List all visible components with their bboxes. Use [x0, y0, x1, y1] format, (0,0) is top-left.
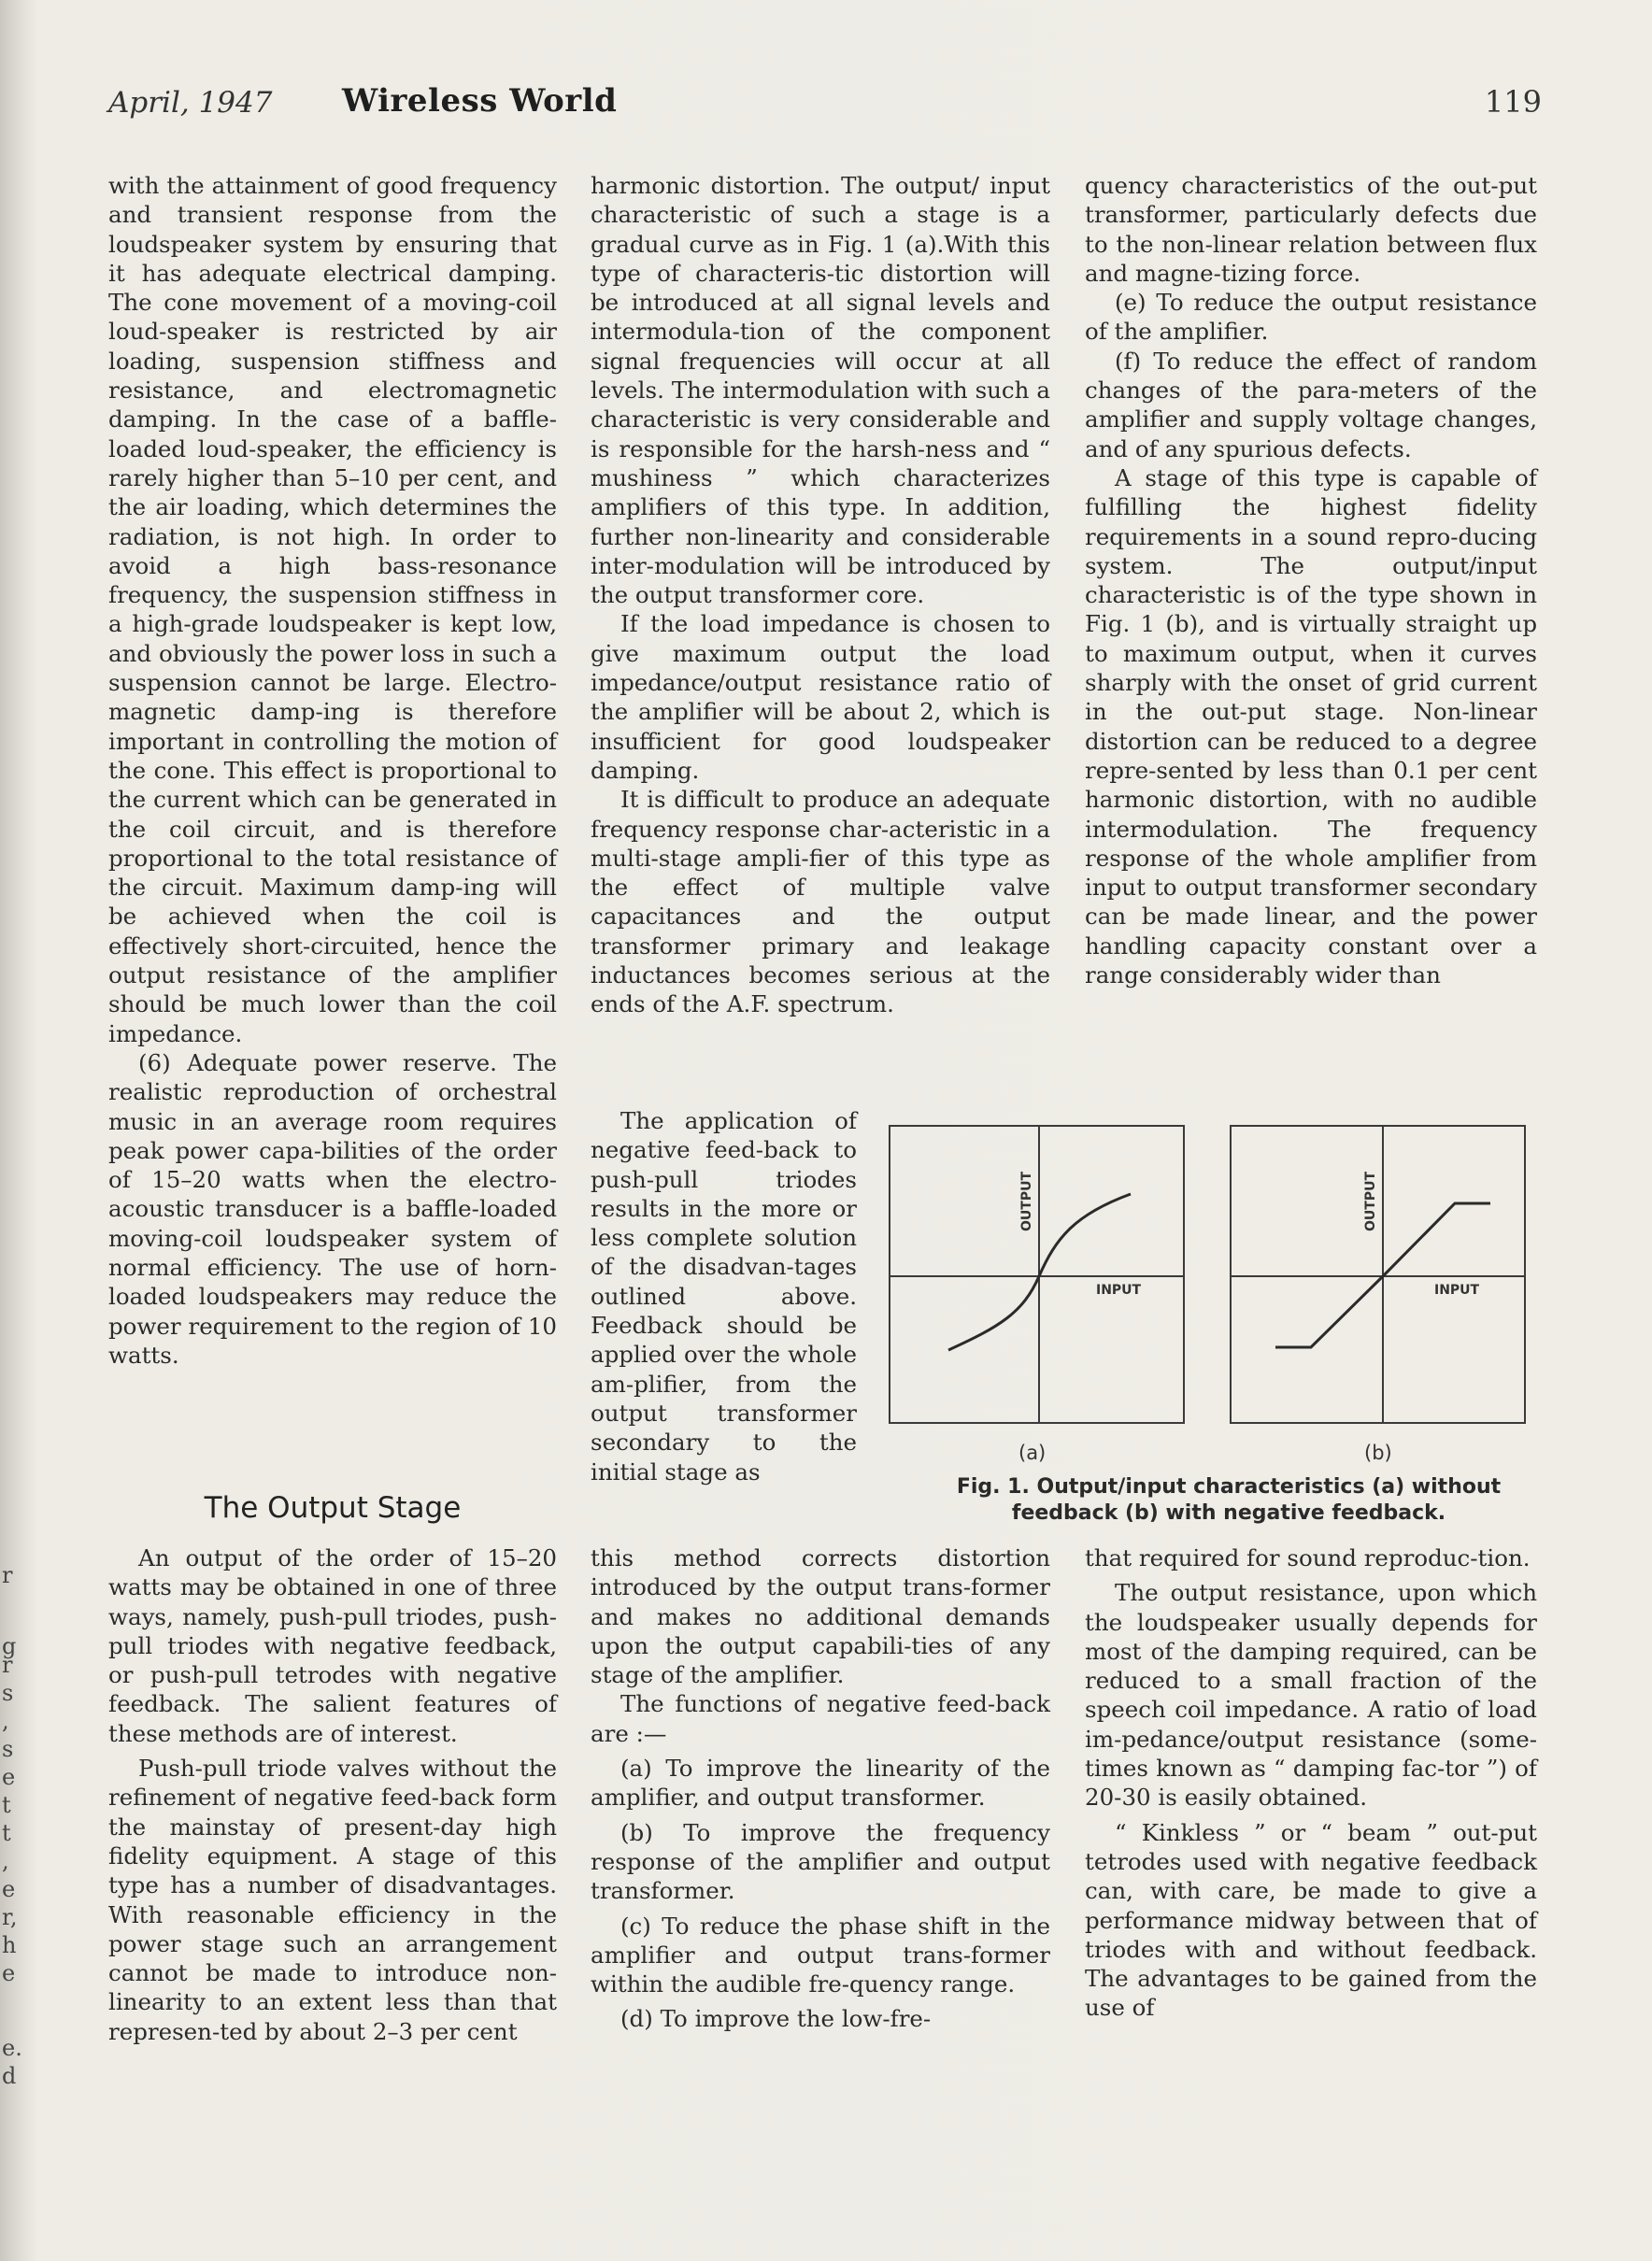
paragraph: harmonic distortion. The output/ input characteristic of such a stage is a gradual curve as in Fig. 1 (a).With this type of characteris-tic distortion will be introduced at all signal levels and intermodula-tion of the component signal frequencies will occur at all levels. The intermodulation with such a characteristic is very considerable and is responsible for the harsh-ness and “ mushiness ” which characterizes amplifiers of this type. In addition, further non-linearity and considerable inter-modulation will be introduced by the output transformer core. [591, 172, 1050, 609]
column-2-wrap [591, 1106, 857, 1486]
panel-b-output-label: OUTPUT [1363, 1172, 1378, 1231]
margin-fragment: t [2, 1792, 11, 1818]
panel-b-frame [1231, 1126, 1525, 1423]
figure-caption-line-2: feedback (b) with negative feedback. [1011, 1501, 1446, 1525]
column-3-top [1085, 171, 1537, 989]
paragraph: If the load impedance is chosen to give maximum output the load impedance/output resistance ratio of the amplifier will be about 2, which is insufficient for good loudspeaker damping. [591, 610, 1050, 784]
paragraph: The functions of negative feed-back are :— [591, 1690, 1050, 1747]
figure-caption [916, 1474, 1542, 1527]
column-2-top [591, 171, 1050, 1019]
magazine-title: Wireless World [342, 82, 618, 120]
page-header [108, 82, 1542, 129]
margin-fragment: s [2, 1736, 14, 1762]
paragraph: It is difficult to produce an adequate frequency response char-acteristic in a multi-stage ampli-fier of this type as the effect of multiple valve capacitances and the output transformer primary and leakage inductances becomes serious at the ends of the A.F. spectrum. [591, 786, 1050, 1018]
margin-fragment: e [2, 1876, 16, 1902]
page-number: 119 [1484, 84, 1542, 120]
paragraph: The application of negative feed-back to push-pull triodes results in the more or less complete solution of the disadvan-tages outlined above. Feedback should be applied over the whole am-plifier, from the output transformer secondary to the initial stage as [591, 1107, 857, 1486]
section-heading: The Output Stage [204, 1491, 462, 1525]
margin-fragment: e [2, 1764, 16, 1790]
margin-fragment: d [2, 2063, 17, 2089]
paragraph: “ Kinkless ” or “ beam ” out-put tetrodes used with negative feedback can, with care, be made to give a performance midway between that of triodes with and without feedback. The advantages to be gained from the use of [1085, 1818, 1537, 2022]
paragraph: (f) To reduce the effect of random changes of the para-meters of the amplifier and supply voltage changes, and of any spurious defects. [1085, 347, 1537, 462]
margin-fragment: r, [2, 1904, 18, 1930]
paragraph: The output resistance, upon which the loudspeaker usually depends for most of the damping required, can be reduced to a small fraction of the speech coil impedance. A ratio of load im-pedance/output resistance (some-times known as “ damping fac-tor ”) of 20-30 is easily obtained. [1085, 1579, 1537, 1812]
panel-b-caption-label: (b) [1364, 1442, 1392, 1464]
column-3-bottom [1085, 1543, 1537, 2023]
margin-fragment: e. [2, 2035, 22, 2061]
paragraph: (a) To improve the linearity of the amplifier, and output transformer. [591, 1755, 1050, 1812]
margin-fragment: e [2, 1960, 16, 1986]
paragraph: Push-pull triode valves without the refinement of negative feed-back form the mainstay of present-day high fidelity equipment. A stage of this type has a number of disadvantages. With reasonable efficiency in the power stage such an arrangement cannot be made to introduce non-linearity to an extent less than that represen-ted by about 2–3 per cent [108, 1755, 557, 2045]
panel-a-caption-label: (a) [1018, 1442, 1047, 1464]
paragraph: (d) To improve the low-fre- [620, 2005, 932, 2033]
margin-fragment: , [2, 1708, 9, 1734]
paragraph: with the attainment of good frequency and transient response from the loudspeaker system by ensuring that it has adequate electrical damping. The cone movement of a moving-coil loud-speaker is restricted by air loading, suspension stiffness and resistance, and electromagnetic damping. In the case of a baffle-loaded loud-speaker, the efficiency is rarely higher than 5–10 per cent, and the air loading, which determines the radiation, is not high. In order to avoid a high bass-resonance frequency, the suspension stiffness in a high-grade loudspeaker is kept low, and obviously the power loss in such a suspension cannot be large. Electro-magnetic damp-ing is therefore important in controlling the motion of the cone. This effect is proportional to the current which can be generated in the coil circuit, and is therefore proportional to the total resistance of the circuit. Maximum damp-ing will be achieved when the coil is effectively short-circuited, hence the output resistance of the amplifier should be much lower than the coil impedance. [108, 172, 557, 1047]
margin-fragment: g [2, 1633, 17, 1659]
paragraph: A stage of this type is capable of fulfilling the highest fidelity requirements in a sound repro-ducing system. The output/input characteristic is of the type shown in Fig. 1 (b), and is virtually straight up to maximum output, when it curves sharply with the onset of grid current in the out-put stage. Non-linear distortion can be reduced to a degree repre-sented by less than 0.1 per cent harmonic distortion, with no audible intermodulation. The frequency response of the whole amplifier from input to output transformer secondary can be made linear, and the power handling capacity constant over a range considerably wider than [1085, 463, 1537, 989]
paragraph: An output of the order of 15–20 watts may be obtained in one of three ways, namely, push-pull triodes, push-pull triodes with negative feedback, or push-pull tetrodes with negative feedback. The salient features of these methods are of interest. [108, 1544, 557, 1747]
figure-panel-b [1231, 1126, 1525, 1423]
figure-1-graphs [883, 1121, 1542, 1467]
paragraph: quency characteristics of the out-put transformer, particularly defects due to the non-linear relation between flux and magne-tizing force. [1085, 172, 1537, 287]
panel-a-output-label: OUTPUT [1019, 1172, 1034, 1231]
column-1-top [108, 171, 557, 1370]
paragraph: this method corrects distortion introduced by the output trans-former and makes no additional demands upon the output capabili-ties of any stage of the amplifier. [591, 1544, 1050, 1689]
figure-panel-a [890, 1126, 1184, 1423]
paragraph: (c) To reduce the phase shift in the amplifier and output trans-former within the audible fre-quency range. [591, 1912, 1050, 1998]
margin-fragment: t [2, 1820, 11, 1846]
paragraph: (e) To reduce the output resistance of the amplifier. [1085, 289, 1537, 346]
panel-b-input-label: INPUT [1434, 1283, 1480, 1298]
paragraph: (6) Adequate power reserve. The realistic reproduction of orchestral music in an average room requires peak power capa-bilities of the order of 15–20 watts when the electro-acoustic transducer is a baffle-loaded moving-coil loudspeaker system of normal efficiency. The use of horn-loaded loudspeakers may reduce the power requirement to the region of 10 watts. [108, 1048, 557, 1369]
paragraph: (b) To improve the frequency response of the amplifier and output transformer. [591, 1818, 1050, 1905]
panel-a-input-label: INPUT [1096, 1283, 1142, 1298]
column-1-bottom [108, 1543, 557, 2046]
column-2-bottom [591, 1543, 1050, 2034]
panel-a-frame [890, 1126, 1184, 1423]
margin-fragment: r [2, 1562, 13, 1588]
paragraph: that required for sound reproduc-tion. [1085, 1544, 1531, 1571]
margin-fragment: h [2, 1932, 17, 1958]
figure-caption-line-1: Fig. 1. Output/input characteristics (a) without [956, 1475, 1502, 1499]
margin-fragment: , [2, 1848, 9, 1874]
margin-fragment: s [2, 1680, 14, 1706]
margin-fragment: r [2, 1652, 13, 1678]
issue-date: April, 1947 [108, 86, 273, 120]
